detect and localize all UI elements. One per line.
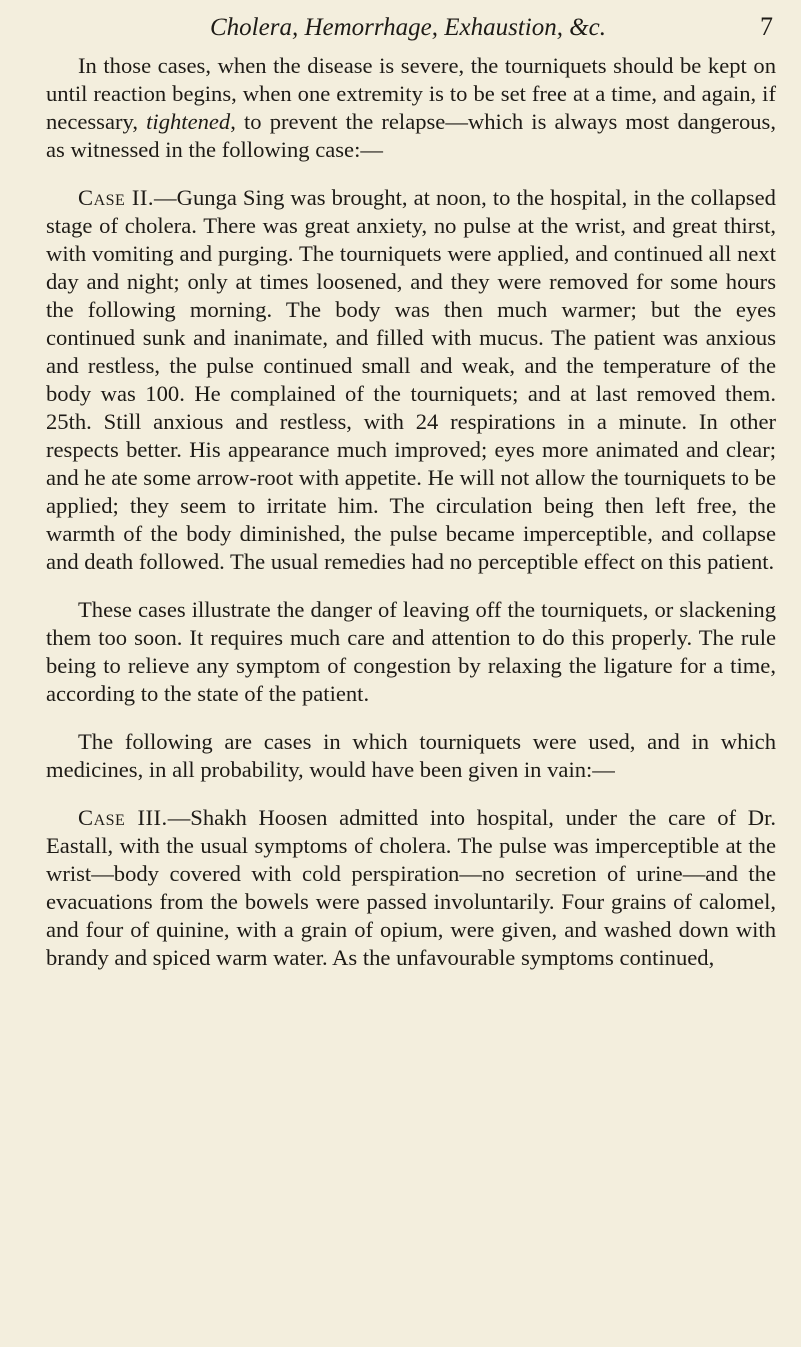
- case-2-text: —Gunga Sing was brought, at noon, to the hospital, in the collapsed stage of cholera. There was great anxiety, no pulse at the wrist, and great thirst, with vomiting and purging. The tourniquets were applied, and continued all next day and night; only at times loosened, and they were removed for some hours the following morning. The body was then much warmer; but the eyes continued sunk and inanimate, and filled with mucus. The patient was anxious and restless, the pulse continued small and weak, and the temperature of the body was 100. He complained of the tourniquets; and at last removed them. 25th. Still anxious and restless, with 24 respirations in a minute. In other respects better. His appearance much improved; eyes more animated and clear; and he ate some arrow-root with appetite. He will not allow the tourniquets to be applied; they seem to irritate him. The circulation being then left free, the warmth of the body diminished, the pulse became imperceptible, and collapse and death followed. The usual remedies had no perceptible effect on this patient.: [46, 185, 776, 574]
- paragraph-danger: [46, 596, 776, 708]
- paragraph-following-cases-text: The following are cases in which tourniquets were used, and in which medicines, in all probability, would have been given in vain:—: [46, 729, 776, 782]
- paragraph-following-cases: [46, 728, 776, 784]
- case-3-text: —Shakh Hoosen admitted into hospital, under the care of Dr. Eastall, with the usual symptoms of cholera. The pulse was imperceptible at the wrist—body covered with cold perspiration—no secretion of urine—and the evacuations from the bowels were passed involuntarily. Four grains of calomel, and four of quinine, with a grain of opium, were given, and washed down with brandy and spiced warm water. As the unfavourable symptoms continued,: [46, 805, 776, 970]
- paragraph-case-2: [46, 184, 776, 576]
- paragraph-danger-text: These cases illustrate the danger of leaving off the tourniquets, or slackening them too soon. It requires much care and attention to do this properly. The rule being to relieve any symptom of congestion by relaxing the ligature for a time, according to the state of the patient.: [46, 597, 776, 706]
- running-title: Cholera, Hemorrhage, Exhaustion, &c.: [210, 14, 607, 41]
- emphasized-word: tightened: [146, 109, 231, 134]
- paragraph-intro-text-before: In those cases, when the disease is severe, the tourniquets should be kept on until reaction begins, when one extremity is to be set free at a time, and again, if necessary,: [46, 53, 776, 134]
- case-3-heading: Case III.: [78, 805, 168, 830]
- running-head: [0, 10, 801, 50]
- page-number: 7: [760, 12, 773, 41]
- paragraph-case-3: [46, 804, 776, 972]
- case-2-heading: Case II.: [78, 185, 155, 210]
- paragraph-intro: [46, 52, 776, 164]
- body-text: [46, 52, 776, 992]
- paragraph-intro-text-after: , to prevent the relapse—which is always most dangerous, as witnessed in the following case:—: [46, 109, 776, 162]
